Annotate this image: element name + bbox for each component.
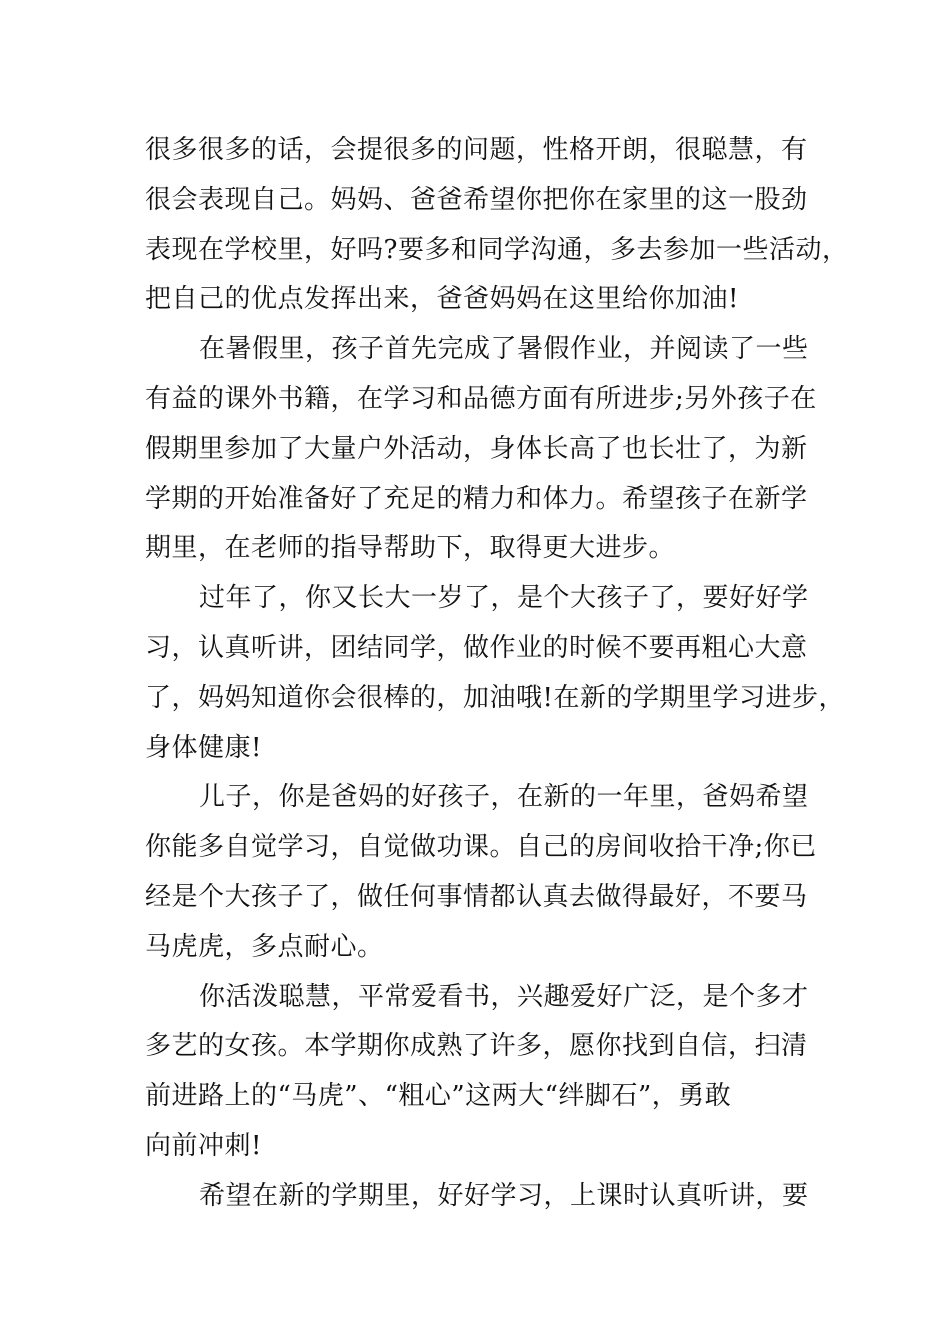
- paragraph-5: [145, 973, 821, 1172]
- text-line: 期里，在老师的指导帮助下，取得更大进步。: [145, 533, 676, 564]
- text-line: 你活泼聪慧，平常爱看书，兴趣爱好广泛，是个多才: [199, 981, 809, 1012]
- text-line: 很会表现自己。妈妈、爸爸希望你把你在家里的这一股劲: [145, 184, 808, 215]
- text-line: 在暑假里，孩子首先完成了暑假作业，并阅读了一些: [199, 334, 809, 365]
- text-line: 学期的开始准备好了充足的精力和体力。希望孩子在新学: [145, 483, 808, 514]
- paragraph-1: [145, 126, 849, 325]
- text-line: 有益的课外书籍，在学习和品德方面有所进步;另外孩子在: [145, 383, 817, 414]
- text-line: 很多很多的话，会提很多的问题，性格开朗，很聪慧，有: [145, 135, 808, 165]
- text-line: 向前冲刺!: [145, 1130, 262, 1161]
- text-line: 了，妈妈知道你会很棒的，加油哦!在新的学期里学习进步，: [145, 682, 845, 713]
- text-line: 假期里参加了大量户外活动，身体长高了也长壮了，为新: [145, 433, 808, 464]
- text-line: 马虎虎，多点耐心。: [145, 931, 384, 962]
- body-text: [145, 126, 849, 1222]
- text-line: 希望在新的学期里，好好学习，上课时认真听讲，要: [199, 1180, 809, 1211]
- paragraph-3: [145, 574, 845, 773]
- text-line: 把自己的优点发挥出来，爸爸妈妈在这里给你加油!: [145, 284, 739, 315]
- paragraph-4: [145, 773, 821, 972]
- text-line: 经是个大孩子了，做任何事情都认真去做得最好，不要马: [145, 881, 808, 912]
- text-line: 多艺的女孩。本学期你成熟了许多，愿你找到自信，扫清: [145, 1031, 808, 1062]
- text-line: 习，认真听讲，团结同学，做作业的时候不要再粗心大意: [145, 632, 808, 663]
- text-line: 身体健康!: [145, 732, 262, 763]
- text-line: 前进路上的“马虎”、“粗心”这两大“绊脚石”，勇敢: [145, 1081, 732, 1112]
- text-line: 你能多自觉学习，自觉做功课。自己的房间收拾干净;你已: [145, 832, 817, 863]
- paragraph-6: [145, 1172, 821, 1222]
- text-line: 儿子，你是爸妈的好孩子，在新的一年里，爸妈希望: [199, 782, 809, 813]
- paragraph-2: [145, 325, 821, 574]
- text-line: 表现在学校里，好吗?要多和同学沟通，多去参加一些活动，: [145, 234, 849, 265]
- text-line: 过年了，你又长大一岁了，是个大孩子了，要好好学: [199, 583, 809, 614]
